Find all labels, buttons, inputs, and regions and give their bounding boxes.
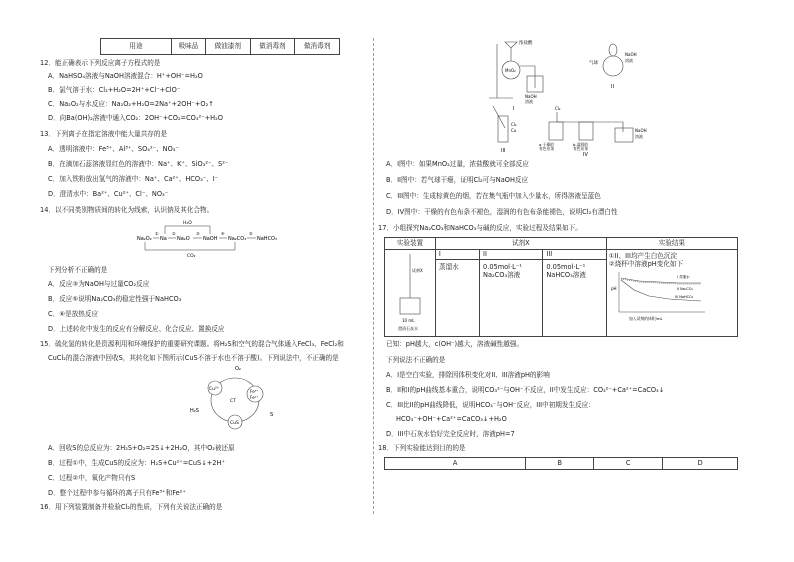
q15-option-b: B．过程①中，生成CuS的反应为：H₂S+Cu²⁺=CuS↓+2H⁺ bbox=[48, 459, 225, 467]
diagram-na2co3: Na₂CO₃ bbox=[228, 236, 247, 242]
ii-flask bbox=[603, 56, 623, 76]
sub-iii: III bbox=[543, 250, 606, 260]
arrow-line bbox=[145, 242, 235, 250]
q14-option-a: A．反应③为NaOH与过量CO₂反应 bbox=[48, 280, 150, 288]
center-label: CT bbox=[230, 399, 236, 404]
reagent-i: 蒸馏水 bbox=[435, 260, 479, 337]
step-3: ③ bbox=[196, 231, 200, 236]
diagram-naoh: NaOH bbox=[203, 236, 218, 242]
fe2-label: Fe²⁺ bbox=[250, 395, 259, 400]
s-label: S bbox=[270, 412, 274, 418]
lime-water-label: 澄清石灰水 bbox=[397, 326, 418, 331]
step-1: ① bbox=[155, 231, 159, 236]
reagent-x-label: 试剂X bbox=[411, 268, 423, 273]
q16-stem: 16．用下列装置制备并检验Cl₂的性质，下列有关说法正确的是 bbox=[40, 503, 223, 511]
q17-prompt: 下列说法不正确的是 bbox=[386, 356, 446, 364]
q12-option-c: C．Na₂O₂与水反应：Na₂O₂+H₂O=2Na⁺+2OH⁻+O₂↑ bbox=[48, 100, 214, 108]
diagram-co2: CO₂ bbox=[187, 254, 196, 258]
iv-beaker bbox=[615, 128, 633, 142]
column-divider bbox=[373, 38, 374, 514]
balloon bbox=[609, 44, 617, 56]
q14-prompt: 下列分析不正确的是 bbox=[48, 266, 108, 274]
q17-stem: 17．小组探究Na₂CO₃和NaHCO₃与碱的反应，实验过程及结果如下。 bbox=[378, 224, 582, 232]
diagram-na2o: Na₂O bbox=[177, 236, 190, 242]
header-apparatus: 实验装置 bbox=[385, 238, 436, 250]
q14-option-c: C．⑥是放热反应 bbox=[48, 310, 99, 318]
reagent-ii: 0.05mol·L⁻¹ Na₂CO₃溶液 bbox=[480, 260, 543, 337]
delivery-tube bbox=[520, 66, 535, 88]
q18-col-a: A bbox=[385, 458, 526, 470]
usage-cell: 吸味品 bbox=[172, 39, 206, 55]
q18-col-c: C bbox=[594, 458, 663, 470]
q13-stem: 13．下列离子在指定溶液中能大量共存的是 bbox=[40, 130, 168, 138]
dry-cloth-label2: 有色布条 bbox=[539, 146, 555, 151]
sub-ii: II bbox=[480, 250, 543, 260]
usage-cell: 做消毒剂 bbox=[250, 39, 295, 55]
cu2-label: Cu²⁺ bbox=[209, 387, 220, 392]
ii-solution-label: 溶液 bbox=[625, 58, 633, 63]
step-4: ④ bbox=[221, 231, 225, 236]
q12-option-b: B．氯气溶于水：Cl₂+H₂O=2H⁺+Cl⁻+ClO⁻ bbox=[48, 86, 181, 94]
usage-cell: 用途 bbox=[101, 39, 172, 55]
q18-col-d: D bbox=[663, 458, 738, 470]
result-cell bbox=[606, 250, 737, 337]
q18-col-b: B bbox=[526, 458, 594, 470]
x-axis-label: 加入试剂的体积/mL bbox=[628, 316, 663, 322]
q17-note: 已知：pH越大，c(OH⁻)越大，溶液碱性越强。 bbox=[386, 340, 524, 348]
apparatus-cell bbox=[385, 250, 436, 337]
q12-option-d: D．向Ba(OH)₂溶液中通入CO₂：2OH⁻+CO₂=CO₃²⁻+H₂O bbox=[48, 114, 223, 122]
step-2: ② bbox=[172, 231, 176, 236]
q13-option-a: A．透明溶液中：Fe³⁺、Al³⁺、SO₄²⁻、NO₃⁻ bbox=[48, 145, 179, 153]
q14-option-b: B．反应⑤说明Na₂CO₃的稳定性强于NaHCO₃ bbox=[48, 295, 182, 303]
step-5: ⑤ bbox=[249, 231, 253, 236]
q17-option-c-equation: HCO₃⁻+OH⁻+Ca²⁺=CaCO₃↓+H₂O bbox=[396, 415, 507, 423]
q14-option-d: D．上述转化中发生的反应有分解反应、化合反应、置换反应 bbox=[48, 325, 225, 333]
q16-option-c: C．III图中：生成棕黄色的烟，若在集气瓶中加入少量水，所得溶液呈蓝色 bbox=[386, 192, 601, 200]
dropping-funnel bbox=[505, 42, 517, 48]
h2s-label: H₂S bbox=[190, 408, 199, 414]
wet-cloth-label2: 有色布条 bbox=[573, 146, 589, 151]
iv-cl2-label: Cl₂ bbox=[555, 106, 561, 111]
usage-cell: 做油漆剂 bbox=[205, 39, 250, 55]
legend-iii: III NaHCO₃ bbox=[674, 295, 693, 300]
experiment-table bbox=[384, 237, 738, 337]
iii-cl2-label: Cl₂ bbox=[511, 122, 517, 127]
fe3-label: Fe³⁺ bbox=[250, 389, 259, 394]
iv-solution-label: 溶液 bbox=[635, 134, 643, 139]
ii-naoh-label: NaOH bbox=[625, 52, 637, 57]
q18-stem: 18．下列实验能达到目的的是 bbox=[378, 444, 466, 452]
header-reagent: 试剂X bbox=[435, 238, 606, 250]
ph-graph bbox=[609, 268, 709, 323]
mno2-label: MnO₂ bbox=[505, 68, 516, 73]
iv-bottle-a bbox=[549, 122, 563, 140]
chlorine-apparatus bbox=[483, 36, 653, 156]
diagram-na2o2: Na₂O₂ bbox=[137, 236, 152, 242]
q16-option-b: B．II图中：若气球干瘪，证明Cl₂可与NaOH反应 bbox=[386, 176, 529, 184]
y-axis-label: pH bbox=[610, 286, 617, 292]
wet-cloth-label: b.湿润的 bbox=[573, 142, 589, 147]
sodium-conversion-diagram bbox=[135, 218, 285, 258]
q17-option-c: C．III比II的pH曲线降低，说明HCO₃⁻与OH⁻反应，III中初期发生反应： bbox=[386, 401, 595, 409]
q14-stem: 14．以不同类别物质间的转化为线索，认识钠及其化合物。 bbox=[40, 206, 214, 214]
diagram-nahco3: NaHCO₃ bbox=[257, 236, 277, 242]
q15-option-a: A．回收S的总反应为：2H₂S+O₂=2S↓+2H₂O，其中O₂被还原 bbox=[48, 444, 235, 452]
iv-bottle-b bbox=[579, 122, 593, 140]
legend-ii: II Na₂CO₃ bbox=[676, 287, 693, 292]
q17-option-b: B．II和I的pH曲线基本重合，说明CO₃²⁻与OH⁻不反应，II中发生反应：CO₃²⁻+Ca²⁺=CaCO₃↓ bbox=[386, 386, 665, 394]
q16-option-d: D．IV图中：干燥的有色布条不褪色，湿润的有色布条能褪色，说明Cl₂有漂白性 bbox=[386, 208, 618, 216]
sulfur-cycle-diagram bbox=[190, 364, 280, 434]
usage-table bbox=[100, 38, 340, 55]
fig-iv-label: IV bbox=[583, 152, 588, 156]
naoh-label: NaOH bbox=[525, 94, 537, 99]
dry-cloth-label: a.干燥的 bbox=[539, 142, 554, 147]
fig-i-label: I bbox=[513, 106, 515, 112]
legend-i: I 蒸馏水 bbox=[676, 275, 690, 280]
o2-label: O₂ bbox=[235, 366, 241, 372]
cu-wire bbox=[493, 106, 505, 128]
usage-cell: 做消毒剂 bbox=[295, 39, 340, 55]
q17-option-a: A．I是空白实验，排除因体积变化对II、III溶液pH的影响 bbox=[386, 371, 550, 379]
cus-label: CuS bbox=[230, 421, 239, 426]
iv-naoh-label: NaOH bbox=[635, 128, 647, 133]
q13-option-d: D．澄清水中：Ba²⁺、Cu²⁺、Cl⁻、NO₃⁻ bbox=[48, 190, 169, 198]
iii-jar bbox=[498, 116, 508, 142]
q16-option-a: A．I图中：如果MnO₂过量，浓盐酸就可全部反应 bbox=[386, 160, 529, 168]
diagram-na: Na bbox=[160, 236, 167, 242]
beaker-apparatus bbox=[388, 250, 432, 334]
q17-option-d: D．III中石灰水恰好完全反应时，溶液pH=7 bbox=[386, 430, 515, 438]
iii-cu-label: Cu bbox=[511, 128, 517, 133]
solution-label: 溶液 bbox=[525, 99, 533, 104]
result-line1: ①II、III均产生白色沉淀 bbox=[608, 252, 678, 260]
q12-stem: 12．能正确表示下列反应离子方程式的是 bbox=[40, 59, 161, 67]
q15-stem-line2: CuCl₂的混合溶液中回收S，其转化如下图所示(CuS不溶于水也不溶于酸)。下列说法中，不正确的是 bbox=[48, 354, 339, 362]
q15-option-d: D．整个过程中参与循环的离子只有Fe³⁺和Fe²⁺ bbox=[48, 489, 186, 497]
fig-ii-label: II bbox=[611, 84, 614, 90]
balloon-label: 气球 bbox=[589, 61, 598, 66]
diagram-h2o: H₂O bbox=[183, 221, 192, 226]
q18-table bbox=[384, 457, 738, 470]
beaker-body bbox=[400, 298, 420, 314]
sub-i: I bbox=[435, 250, 479, 260]
reagent-iii: 0.05mol·L⁻¹ NaHCO₃溶液 bbox=[543, 260, 606, 337]
q15-option-c: C．过程②中，氧化产物只有S bbox=[48, 474, 136, 482]
header-result: 实验结果 bbox=[606, 238, 737, 250]
hcl-label: 浓盐酸 bbox=[519, 41, 533, 46]
result-line2: ②烧杯中溶液pH变化如下 bbox=[608, 260, 684, 269]
q13-option-c: C．加入铁粉放出氢气的溶液中：Na⁺、Ca²⁺、HCO₃⁻、I⁻ bbox=[48, 175, 219, 183]
volume-label: 10 mL bbox=[401, 318, 415, 323]
q15-stem-line1: 15．硫化氢的转化是资源利用和环境保护的重要研究课题。将H₂S和空气的混合气体通入FeCl₃、FeCl₂和 bbox=[40, 340, 344, 348]
q13-option-b: B．在滴加石蕊溶液显红色的溶液中：Na⁺、K⁺、SiO₃²⁻、S²⁻ bbox=[48, 160, 229, 168]
q12-option-a: A．NaHSO₄溶液与NaOH溶液混合：H⁺+OH⁻=H₂O bbox=[48, 72, 203, 80]
fig-iii-label: III bbox=[501, 148, 506, 154]
